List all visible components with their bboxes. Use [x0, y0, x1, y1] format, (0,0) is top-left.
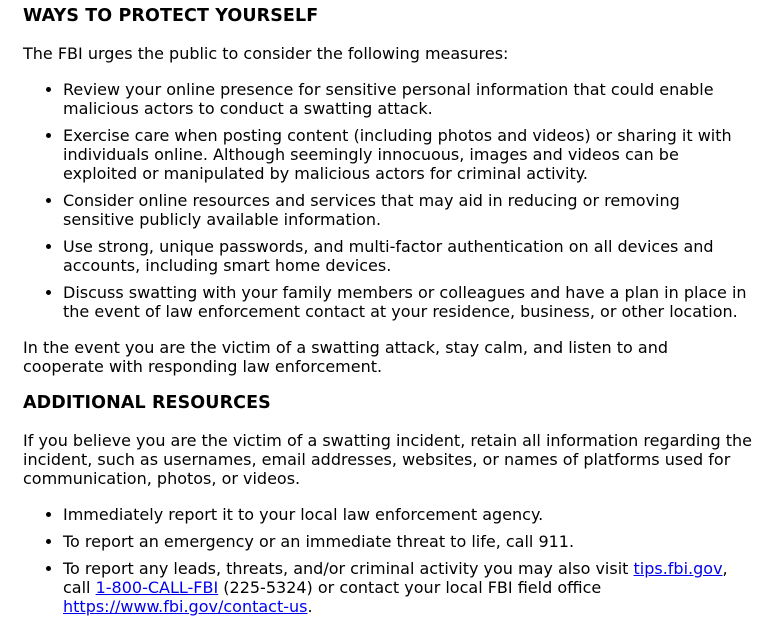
list-item: • Exercise care when posting content (including photos and videos) or sharing it with individuals online. Although seemingly innocuous, images and videos can be exploited or manipulated by malicious actors for criminal activity. — [63, 126, 753, 183]
tips-fbi-link[interactable]: tips.fbi.gov — [633, 559, 723, 578]
protect-measures-list — [23, 80, 753, 321]
report-text-2: , call — [63, 559, 728, 597]
section-heading-protect: WAYS TO PROTECT YOURSELF — [23, 6, 319, 26]
protect-closing: In the event you are the victim of a swatting attack, stay calm, and listen to and cooperate with responding law enforcement. — [23, 338, 669, 376]
list-item: • Immediately report it to your local law enforcement agency. — [63, 505, 753, 524]
list-item: • Use strong, unique passwords, and multi-factor authentication on all devices and accounts, including smart home devices. — [63, 237, 753, 275]
list-item: • To report an emergency or an immediate threat to life, call 911. — [63, 532, 753, 551]
report-text-3: (225-5324) or contact your local FBI field office — [218, 578, 602, 597]
report-text-1: To report any leads, threats, and/or criminal activity you may also visit — [63, 559, 634, 578]
list-item-report-leads — [63, 559, 753, 616]
report-text-4: . — [307, 597, 313, 616]
section-heading-resources: ADDITIONAL RESOURCES — [23, 393, 271, 413]
protect-intro: The FBI urges the public to consider the following measures: — [23, 44, 509, 63]
resources-list — [23, 505, 753, 616]
resources-intro: If you believe you are the victim of a swatting incident, retain all information regarding the incident, such as usernames, email addresses, websites, or names of platforms used for communication, photos, or videos. — [23, 431, 752, 488]
call-fbi-link[interactable]: 1-800-CALL-FBI — [95, 578, 219, 597]
contact-us-link[interactable]: https://www.fbi.gov/contact-us — [63, 597, 308, 616]
list-item: • Discuss swatting with your family members or colleagues and have a plan in place in the event of law enforcement contact at your residence, business, or other location. — [63, 283, 753, 321]
list-item: • Review your online presence for sensitive personal information that could enable malicious actors to conduct a swatting attack. — [63, 80, 753, 118]
list-item: • Consider online resources and services that may aid in reducing or removing sensitive publicly available information. — [63, 191, 753, 229]
